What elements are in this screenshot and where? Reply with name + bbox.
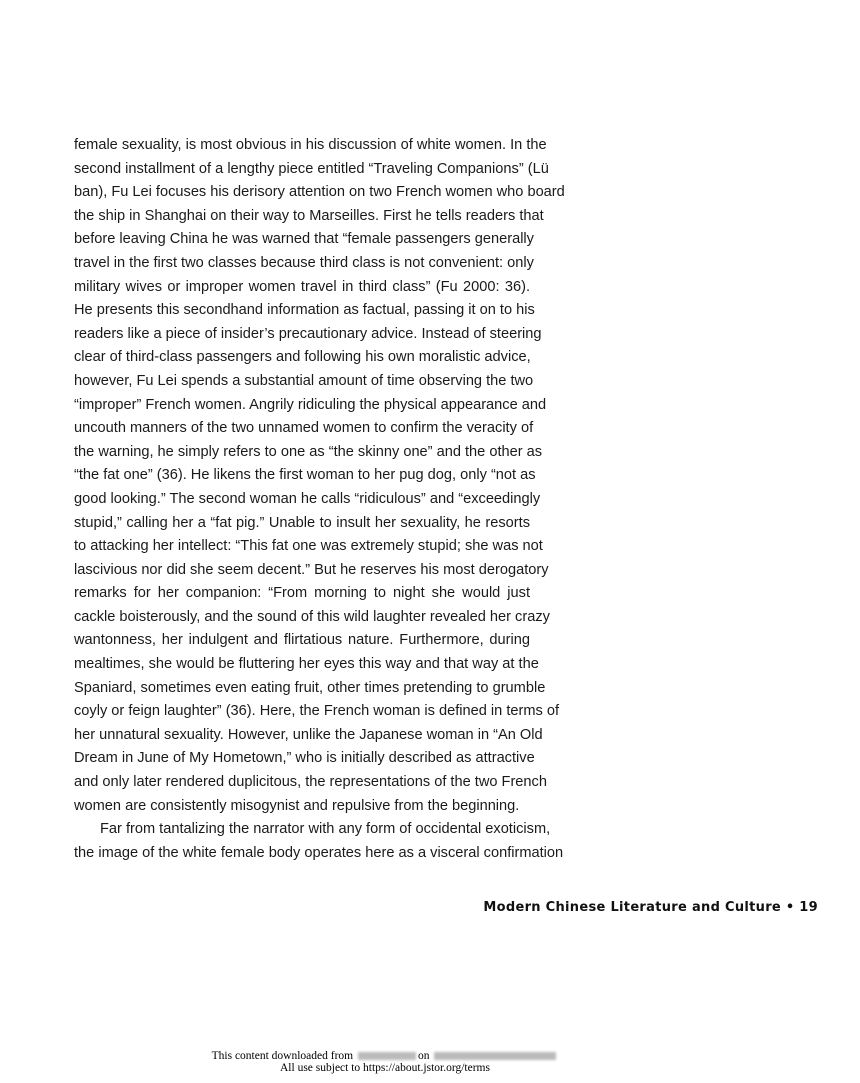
text-line: clear of third-class passengers and following his own moralistic advice, (74, 349, 531, 366)
running-footer: Modern Chinese Literature and Culture • 19 (483, 900, 818, 915)
jstor-notice (0, 1050, 770, 1074)
jstor-download-line (0, 1050, 770, 1062)
text-line: and only later rendered duplicitous, the representations of the two French (74, 774, 547, 791)
redacted-timestamp (434, 1052, 556, 1060)
text-line: Far from tantalizing the narrator with any form of occidental exoticism, (100, 821, 551, 838)
text-line: female sexuality, is most obvious in his discussion of white women. In the (74, 137, 547, 153)
text-line: travel in the first two classes because third class is not convenient: only (74, 254, 534, 271)
text-line: second installment of a lengthy piece entitled “Traveling Companions” (Lü (74, 160, 549, 177)
text-line: women are consistently misogynist and repulsive from the beginning. (74, 797, 520, 814)
text-line: the warning, he simply refers to one as “the skinny one” and the other as (74, 443, 543, 460)
text-line: Dream in June of My Hometown,” who is initially described as attractive (74, 750, 535, 767)
text-line: good looking.” The second woman he calls “ridiculous” and “exceedingly (74, 490, 541, 507)
text-line: mealtimes, she would be fluttering her eyes this way and that way at the (74, 656, 539, 673)
text-line: stupid,” calling her a “fat pig.” Unable to insult her sexuality, he resorts (74, 514, 530, 531)
text-line: cackle boisterously, and the sound of this wild laughter revealed her crazy (74, 608, 550, 625)
jstor-terms-line: All use subject to https://about.jstor.org/terms (280, 1062, 490, 1074)
text-line: to attacking her intellect: “This fat one was extremely stupid; she was not (74, 538, 543, 555)
text-line: “the fat one” (36). He likens the first woman to her pug dog, only “not as (74, 467, 536, 484)
text-line: however, Fu Lei spends a substantial amount of time observing the two (74, 372, 534, 389)
body-text (74, 134, 565, 865)
text-line: military wives or improper women travel in third class” (Fu 2000: 36). (74, 278, 530, 295)
text-line: coyly or feign laughter” (36). Here, the French woman is defined in terms of (74, 703, 560, 720)
text-line: lascivious nor did she seem decent.” But he reserves his most derogatory (74, 561, 549, 578)
text-line: wantonness, her indulgent and flirtatious nature. Furthermore, during (74, 632, 530, 649)
text-line: “improper” French women. Angrily ridiculing the physical appearance and (74, 396, 547, 413)
text-line: He presents this secondhand information as factual, passing it on to his (74, 302, 535, 319)
text-line: the image of the white female body operates here as a visceral confirmation (74, 844, 564, 861)
redacted-ip (358, 1052, 416, 1060)
text-line: ban), Fu Lei focuses his derisory attention on two French women who board (74, 184, 565, 201)
jstor-download-prefix: This content downloaded from (211, 1050, 354, 1062)
text-line: her unnatural sexuality. However, unlike the Japanese woman in “An Old (74, 726, 543, 743)
jstor-on: on (417, 1050, 430, 1062)
text-line: Spaniard, sometimes even eating fruit, other times pretending to grumble (74, 679, 546, 696)
text-line: uncouth manners of the two unnamed women to confirm the veracity of (74, 420, 534, 437)
text-line: remarks for her companion: “From morning to night she would just (74, 585, 530, 602)
text-line: readers like a piece of insider’s precautionary advice. Instead of steering (74, 325, 542, 342)
text-line: before leaving China he was warned that “female passengers generally (74, 231, 534, 248)
text-line: the ship in Shanghai on their way to Marseilles. First he tells readers that (74, 207, 544, 224)
